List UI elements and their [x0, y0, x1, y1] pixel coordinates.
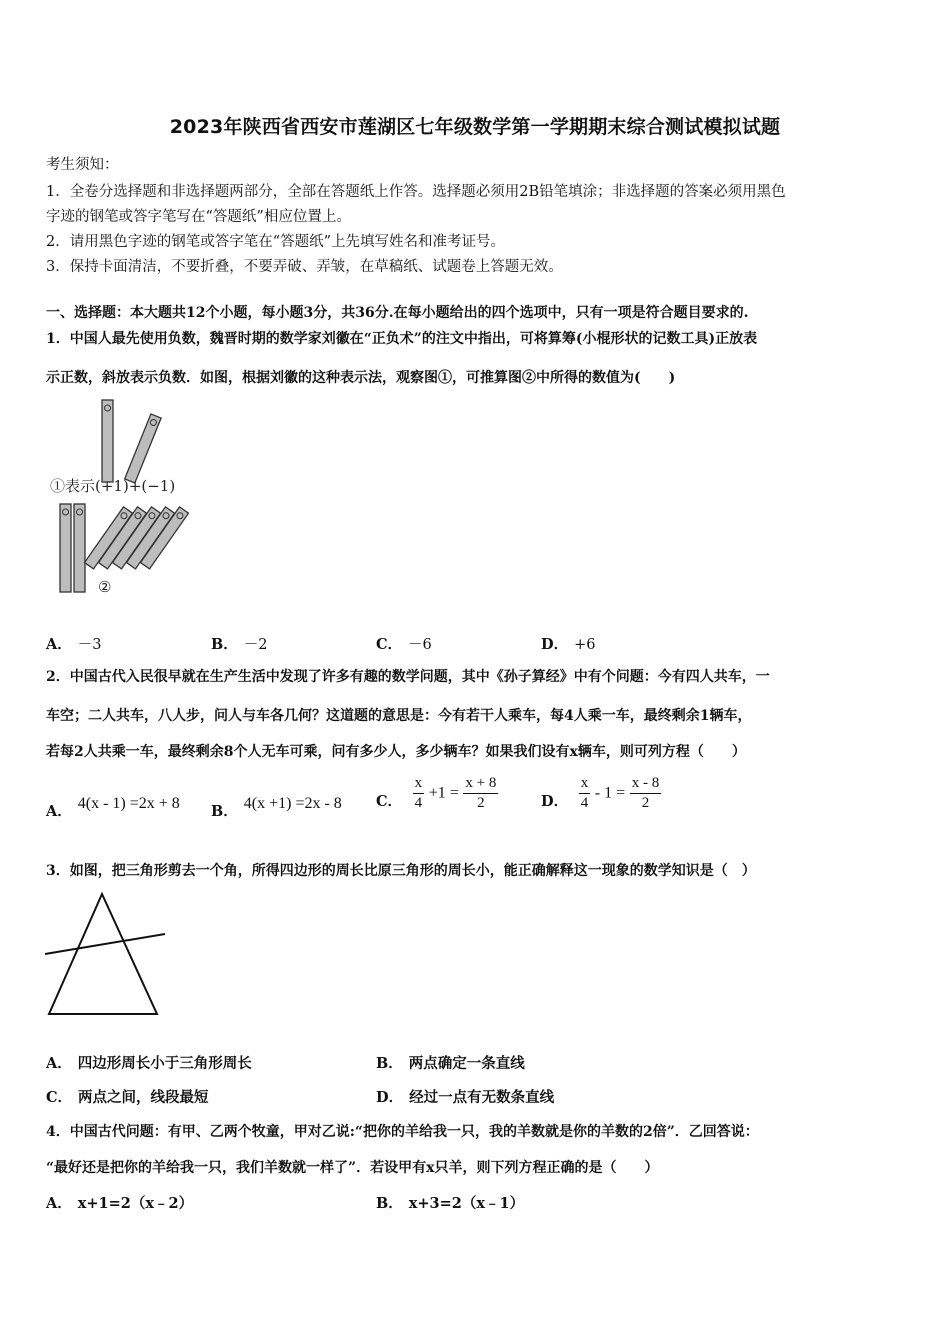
option-label: D．: [541, 636, 569, 653]
fraction: [413, 774, 425, 813]
q2-option-c[interactable]: [376, 774, 498, 813]
option-label: C．: [376, 792, 403, 810]
counting-rods-figure: [44, 392, 204, 602]
option-text: x+3=2（x﹣1）: [408, 1195, 525, 1212]
section-heading: 一、选择题：本大题共12个小题，每小题3分，共36分.在每小题给出的四个选项中，只有一项是符合题目要求的.: [46, 305, 749, 321]
option-label: B．: [211, 636, 238, 653]
q3-option-a[interactable]: [46, 1052, 252, 1073]
q4-line: “最好还是把你的羊给我一只，我们羊数就一样了”．若设甲有x只羊，则下列方程正确的是（ ）: [46, 1160, 659, 1176]
notice-item: 3．保持卡面清洁，不要折叠，不要弄破、弄皱，在草稿纸、试题卷上答题无效。: [46, 259, 563, 275]
fraction: [579, 774, 591, 813]
option-text: －6: [408, 637, 432, 653]
option-text: 两点之间，线段最短: [78, 1089, 209, 1106]
option-label: A．: [46, 803, 72, 820]
upright-rod: [102, 400, 113, 482]
q4-line: 4．中国古代问题：有甲、乙两个牧童，甲对乙说:“把你的羊给我一只，我的羊数就是你的羊数的2倍”．乙回答说：: [46, 1124, 759, 1140]
q4-option-b[interactable]: [376, 1192, 524, 1213]
figure1-caption: ①表示(+1)+(−1): [50, 477, 176, 495]
option-label: A．: [46, 1195, 72, 1212]
q2-option-b[interactable]: [211, 792, 342, 820]
slanted-rod: [125, 414, 161, 483]
option-operator: +1 =: [428, 784, 459, 802]
denominator: 4: [414, 795, 423, 811]
q2-option-d[interactable]: [541, 774, 661, 813]
q1-option-d[interactable]: [541, 633, 595, 654]
q2-line: 2．中国古代入民很早就在生产生活中发现了许多有趣的数学问题，其中《孙子算经》中有个问题：今有四人共车，一: [46, 669, 770, 685]
option-formula: 4(x - 1) =2x + 8: [77, 795, 180, 812]
option-label: B．: [376, 1195, 403, 1212]
option-label: B．: [211, 803, 238, 820]
numerator: x + 8: [463, 774, 498, 794]
numerator: x: [579, 774, 591, 794]
option-text: 两点确定一条直线: [408, 1055, 525, 1072]
option-text: 四边形周长小于三角形周长: [77, 1055, 252, 1072]
q1-option-c[interactable]: [376, 633, 432, 654]
q3-option-c[interactable]: [46, 1086, 209, 1107]
denominator: 2: [641, 795, 650, 811]
option-formula: 4(x +1) =2x - 8: [243, 795, 342, 812]
q3-option-b[interactable]: [376, 1052, 525, 1073]
triangle: [49, 894, 157, 1014]
q2-line: 车空；二人共车，八人步，问人与车各几何？这道题的意思是：今有若干人乘车，每4人乘一车，最终剩余1辆车，: [46, 708, 752, 724]
option-label: A．: [46, 636, 72, 653]
fraction: [463, 774, 498, 813]
numerator: x - 8: [630, 774, 662, 794]
option-text: x+1=2（x﹣2）: [77, 1195, 194, 1212]
figure2-caption: ②: [98, 578, 112, 596]
notice-heading: 考生须知：: [46, 157, 119, 173]
q4-option-a[interactable]: [46, 1192, 193, 1213]
q3-line: 3．如图，把三角形剪去一个角，所得四边形的周长比原三角形的周长小，能正确解释这一现象的数学知识是（ ）: [46, 863, 756, 879]
option-label: D．: [541, 792, 569, 810]
q1-option-a[interactable]: [46, 633, 102, 654]
cut-line: [45, 934, 165, 954]
q1-line: 示正数，斜放表示负数．如图，根据刘徽的这种表示法，观察图①，可推算图②中所得的数值为( ): [46, 370, 676, 386]
option-label: D．: [376, 1089, 404, 1106]
denominator: 4: [580, 795, 589, 811]
page-title: 2023年陕西省西安市莲湖区七年级数学第一学期期末综合测试模拟试题: [169, 116, 781, 138]
notice-item: 1．全卷分选择题和非选择题两部分，全部在答题纸上作答。选择题必须用2B铅笔填涂；非选择题的答案必须用黑色: [46, 184, 786, 200]
numerator: x: [413, 774, 425, 794]
option-label: C．: [376, 636, 403, 653]
q1-line: 1．中国人最先使用负数，魏晋时期的数学家刘徽在“正负术”的注文中指出，可将算筹(小棍形状的记数工具)正放表: [46, 331, 758, 347]
denominator: 2: [477, 795, 485, 811]
q2-line: 若每2人共乘一车，最终剩余8个人无车可乘，问有多少人，多少辆车？如果我们设有x辆车，则可列方程（ ）: [46, 744, 746, 760]
option-text: －2: [243, 637, 268, 653]
option-text: －3: [77, 637, 102, 653]
option-label: B．: [376, 1055, 403, 1072]
q2-option-a[interactable]: [46, 792, 180, 820]
notice-item: 2．请用黑色字迹的钢笔或答字笔在“答题纸”上先填写姓名和准考证号。: [46, 234, 506, 250]
upright-rod: [60, 504, 71, 592]
option-label: C．: [46, 1089, 73, 1106]
option-operator: - 1 =: [594, 784, 626, 802]
notice-item: 字迹的钢笔或答字笔写在“答题纸”相应位置上。: [46, 209, 351, 225]
option-label: A．: [46, 1055, 72, 1072]
option-text: 经过一点有无数条直线: [409, 1089, 555, 1106]
triangle-cut-figure: [40, 888, 175, 1020]
q1-option-b[interactable]: [211, 633, 268, 654]
fraction: [630, 774, 662, 813]
option-text: +6: [574, 637, 596, 653]
q3-option-d[interactable]: [376, 1086, 554, 1107]
upright-rod: [74, 504, 85, 592]
